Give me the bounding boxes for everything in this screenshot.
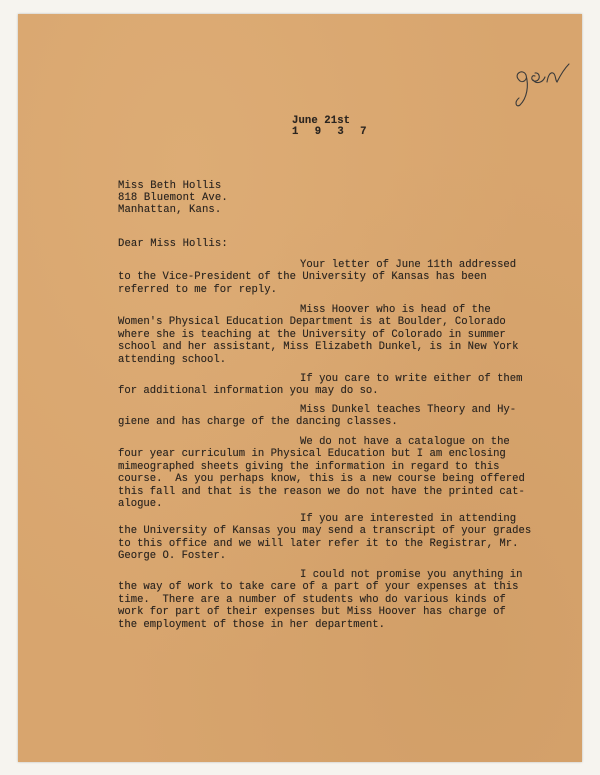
handwritten-gen-mark <box>511 58 581 110</box>
paragraph-line: Women's Physical Education Department is at Boulder, Colorado <box>118 316 506 329</box>
paragraph-line: If you are interested in attending <box>300 513 517 525</box>
recipient-name: Miss Beth Hollis <box>118 180 222 192</box>
paragraph-line: If you care to write either of them <box>300 373 523 385</box>
paragraph-6 <box>118 513 558 563</box>
paragraph-line: referred to me for reply. <box>118 283 277 296</box>
paragraph-line: George O. Foster. <box>118 550 227 563</box>
paragraph-1 <box>118 259 558 296</box>
paragraph-line: We do not have a catalogue on the <box>300 436 510 448</box>
handwritten-annotation <box>511 58 581 110</box>
paragraph-line: to the Vice-President of the University of Kansas has been <box>118 271 487 284</box>
paragraph-3 <box>118 373 558 398</box>
paragraph-line: the employment of those in her department. <box>118 618 386 631</box>
salutation: Dear Miss Hollis: <box>118 238 228 250</box>
paragraph-line: work for part of their expenses but Miss Hoover has charge of <box>118 606 506 619</box>
paragraph-line: attending school. <box>118 353 227 366</box>
date-line-2: 1 9 3 7 <box>292 126 372 138</box>
paragraph-7 <box>118 569 558 631</box>
paragraph-line: the University of Kansas you may send a transcript of your grades <box>118 525 532 538</box>
recipient-city: Manhattan, Kans. <box>118 204 222 216</box>
paragraph-line: where she is teaching at the University of Colorado in summer <box>118 328 506 341</box>
recipient-street: 818 Bluemont Ave. <box>118 192 228 204</box>
paragraph-line: Your letter of June 11th addressed <box>300 259 517 271</box>
paragraph-line: the way of work to take care of a part of your expenses at this <box>118 581 519 594</box>
paragraph-line: I could not promise you anything in <box>300 569 523 581</box>
paragraph-line: mimeographed sheets giving the information in regard to this <box>118 460 500 473</box>
paragraph-line: school and her assistant, Miss Elizabeth Dunkel, is in New York <box>118 341 519 354</box>
letter-sheet <box>18 14 582 762</box>
paragraph-line: giene and has charge of the dancing classes. <box>118 416 398 429</box>
paragraph-5 <box>118 436 558 510</box>
paragraph-line: alogue. <box>118 498 163 511</box>
paragraph-4 <box>118 404 558 429</box>
paragraph-line: time. There are a number of students who do various kinds of <box>118 593 506 606</box>
paragraph-line: Miss Dunkel teaches Theory and Hy- <box>300 404 517 416</box>
date-line-1: June 21st <box>292 115 351 127</box>
paragraph-2 <box>118 304 558 366</box>
paragraph-line: this fall and that is the reason we do not have the printed cat- <box>118 485 525 498</box>
paragraph-line: four year curriculum in Physical Education but I am enclosing <box>118 448 506 461</box>
paragraph-line: to this office and we will later refer it to the Registrar, Mr. <box>118 537 519 550</box>
paragraph-line: for additional information you may do so. <box>118 385 379 398</box>
paragraph-line: Miss Hoover who is head of the <box>300 304 491 316</box>
paragraph-line: course. As you perhaps know, this is a new course being offered <box>118 473 525 486</box>
